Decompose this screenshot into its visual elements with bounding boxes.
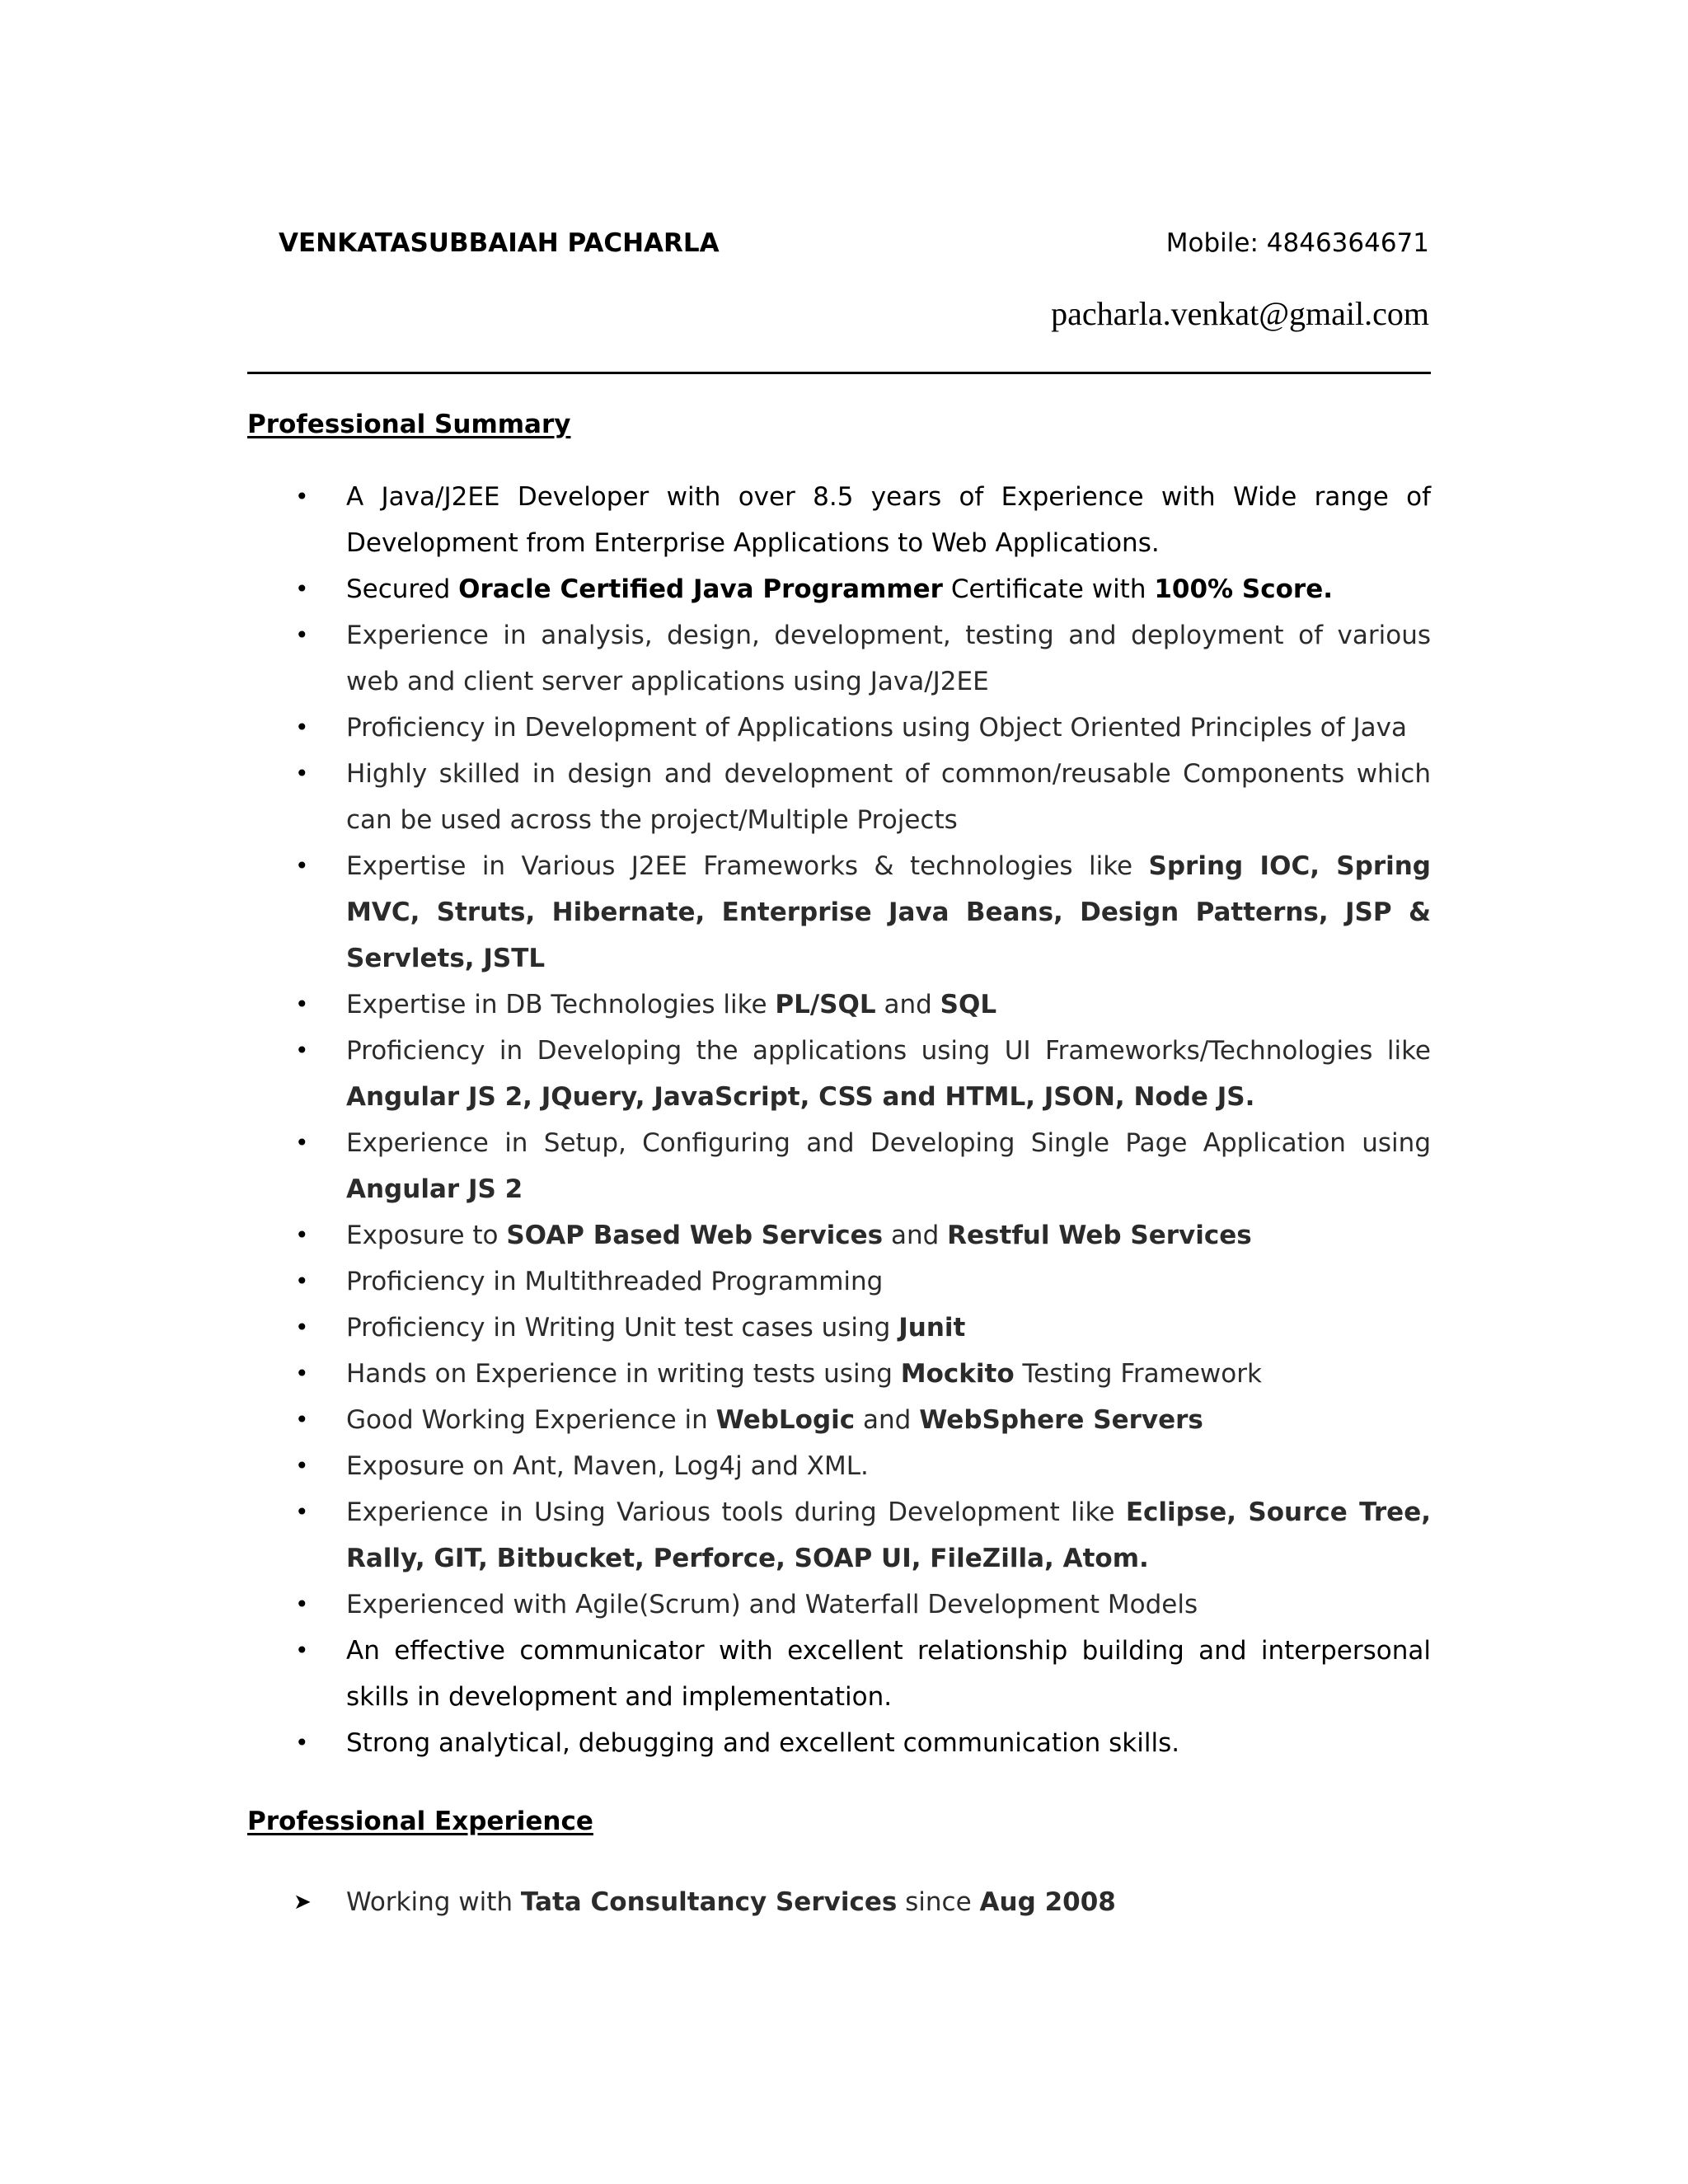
summary-item: • Experienced with Agile(Scrum) and Waterfall Development Models: [247, 1582, 1431, 1628]
summary-item: • Hands on Experience in writing tests using Mockito Testing Framework: [247, 1351, 1431, 1397]
experience-item: ➤ Working with Tata Consultancy Services since Aug 2008: [247, 1879, 1116, 1925]
summary-item: • Highly skilled in design and development of common/reusable Components which can be used across the project/Multiple Projects: [247, 751, 1431, 843]
arrow-bullet-icon: ➤: [293, 1890, 312, 1915]
email-address: pacharla.venkat@gmail.com: [1051, 295, 1429, 332]
summary-item: • Proficiency in Development of Applications using Object Oriented Principles of Java: [247, 705, 1431, 751]
summary-item: • Strong analytical, debugging and excellent communication skills.: [247, 1720, 1431, 1766]
summary-item: • Proficiency in Developing the applications using UI Frameworks/Technologies like Angular JS 2, JQuery, JavaScript, CSS and HTML, JSON, Node JS.: [247, 1028, 1431, 1120]
summary-item: • Experience in Setup, Configuring and Developing Single Page Application using Angular JS 2: [247, 1120, 1431, 1212]
summary-heading: Professional Summary: [247, 410, 571, 439]
summary-item: • Expertise in DB Technologies like PL/SQL and SQL: [247, 982, 1431, 1028]
summary-item: • A Java/J2EE Developer with over 8.5 years of Experience with Wide range of Development from Enterprise Applications to Web Applications.: [247, 474, 1431, 566]
summary-item: • Good Working Experience in WebLogic and WebSphere Servers: [247, 1397, 1431, 1443]
summary-item: • Expertise in Various J2EE Frameworks & technologies like Spring IOC, Spring MVC, Struts, Hibernate, Enterprise Java Beans, Design Patterns, JSP & Servlets, JSTL: [247, 843, 1431, 982]
mobile-number: Mobile: 4846364671: [1165, 228, 1429, 258]
experience-heading: Professional Experience: [247, 1807, 593, 1836]
summary-list: [247, 474, 1431, 1766]
summary-item: • Exposure on Ant, Maven, Log4j and XML.: [247, 1443, 1431, 1489]
summary-item: • Proficiency in Multithreaded Programming: [247, 1258, 1431, 1305]
header-divider: [247, 372, 1431, 374]
summary-item: • Secured Oracle Certified Java Programmer Certificate with 100% Score.: [247, 566, 1431, 612]
candidate-name: VENKATASUBBAIAH PACHARLA: [279, 228, 720, 258]
summary-item: • Proficiency in Writing Unit test cases using Junit: [247, 1305, 1431, 1351]
summary-item: • Exposure to SOAP Based Web Services and Restful Web Services: [247, 1212, 1431, 1258]
summary-item: • An effective communicator with excellent relationship building and interpersonal skills in development and implementation.: [247, 1628, 1431, 1720]
summary-item: • Experience in analysis, design, development, testing and deployment of various web and client server applications using Java/J2EE: [247, 612, 1431, 705]
summary-item: • Experience in Using Various tools during Development like Eclipse, Source Tree, Rally, GIT, Bitbucket, Perforce, SOAP UI, FileZilla, Atom.: [247, 1489, 1431, 1582]
